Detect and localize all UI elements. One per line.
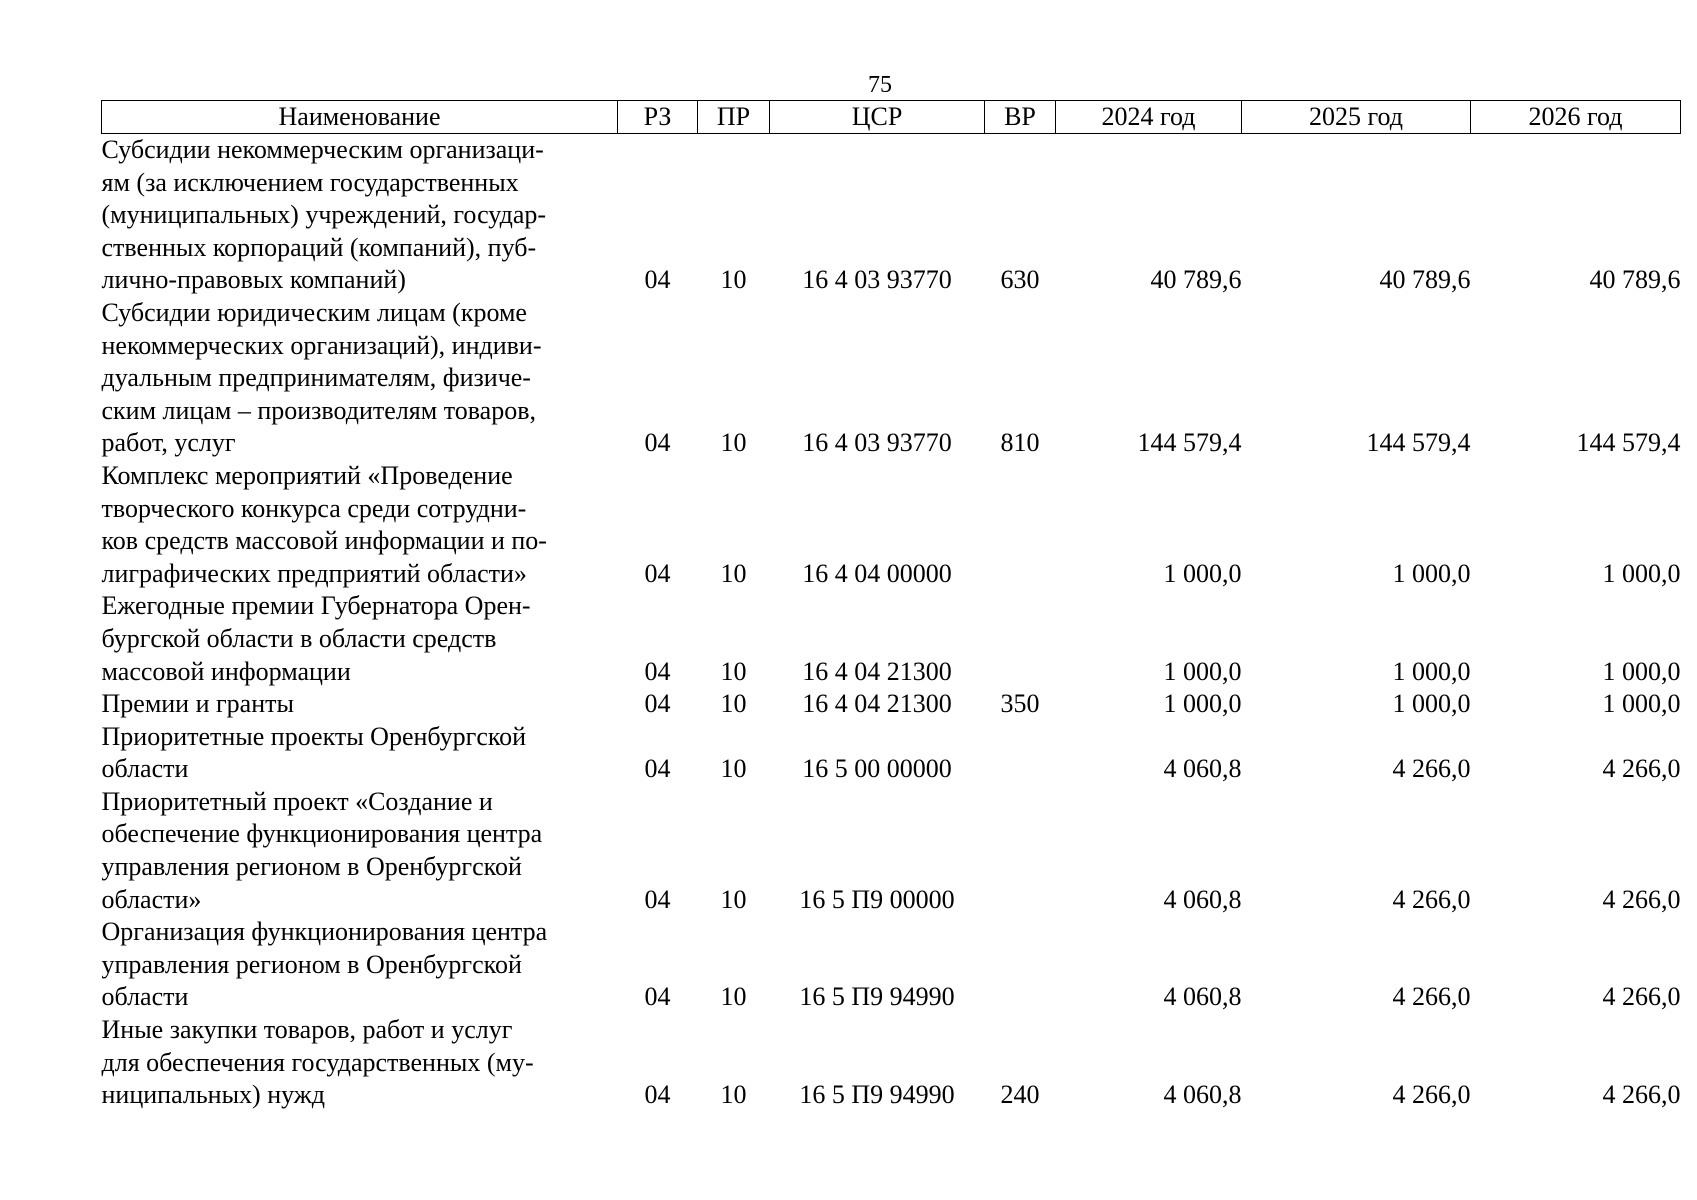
row-name-line: Приоритетные проекты Оренбургской bbox=[101, 721, 527, 751]
row-name bbox=[102, 460, 618, 590]
row-vr bbox=[985, 460, 1056, 590]
row-pr: 10 bbox=[720, 558, 747, 588]
row-name-line: управления регионом в Оренбургской bbox=[101, 852, 522, 882]
row-vr bbox=[985, 590, 1056, 688]
row-name-line: (муниципальных) учреждений, государ- bbox=[101, 200, 547, 230]
table-row bbox=[102, 590, 1681, 688]
row-name bbox=[102, 786, 618, 916]
row-name bbox=[102, 1014, 618, 1112]
row-name-line: области bbox=[101, 754, 189, 784]
row-2026: 1 000,0 bbox=[1602, 656, 1681, 686]
row-csr: 16 5 00 00000 bbox=[802, 754, 952, 784]
row-pr: 10 bbox=[720, 656, 747, 686]
row-2024: 1 000,0 bbox=[1163, 656, 1242, 686]
row-2025: 40 789,6 bbox=[1379, 265, 1471, 295]
row-2025: 4 266,0 bbox=[1392, 982, 1471, 1012]
row-csr: 16 4 04 21300 bbox=[802, 656, 952, 686]
row-vr: 240 bbox=[1000, 1080, 1040, 1110]
row-rz: 04 bbox=[644, 558, 671, 588]
row-name-line: области bbox=[101, 982, 189, 1012]
row-2026: 144 579,4 bbox=[1576, 428, 1681, 458]
row-vr bbox=[985, 786, 1056, 916]
row-2024: 40 789,6 bbox=[1150, 265, 1242, 295]
row-name bbox=[102, 721, 618, 786]
row-rz: 04 bbox=[644, 428, 671, 458]
table-row bbox=[102, 134, 1681, 297]
row-2024: 1 000,0 bbox=[1163, 689, 1242, 719]
row-2025: 1 000,0 bbox=[1392, 558, 1471, 588]
row-vr bbox=[985, 916, 1056, 1014]
table-header bbox=[102, 101, 1681, 134]
row-name-line: Субсидии некоммерческим организаци- bbox=[101, 135, 544, 164]
table-row bbox=[102, 916, 1681, 1014]
row-vr: 350 bbox=[1000, 689, 1040, 719]
row-name-line: работ, услуг bbox=[101, 428, 236, 458]
row-pr: 10 bbox=[720, 428, 747, 458]
row-name-line: лиграфических предприятий области» bbox=[101, 558, 527, 588]
row-vr bbox=[985, 721, 1056, 786]
header-2025: 2025 год bbox=[1242, 101, 1471, 134]
row-name bbox=[102, 916, 618, 1014]
row-pr: 10 bbox=[720, 689, 747, 719]
row-name-line: ям (за исключением государственных bbox=[101, 167, 519, 197]
row-name-line: ков средств массовой информации и по- bbox=[101, 526, 547, 556]
table-row bbox=[102, 297, 1681, 460]
table-row bbox=[102, 460, 1681, 590]
row-2025: 4 266,0 bbox=[1392, 1080, 1471, 1110]
row-name-line: Приоритетный проект «Создание и bbox=[101, 786, 493, 816]
row-2026: 40 789,6 bbox=[1589, 265, 1681, 295]
row-2025: 4 266,0 bbox=[1392, 884, 1471, 914]
row-2024: 4 060,8 bbox=[1163, 754, 1242, 784]
row-2024: 144 579,4 bbox=[1137, 428, 1242, 458]
row-rz: 04 bbox=[644, 982, 671, 1012]
row-name-line: некоммерческих организаций), индиви- bbox=[101, 330, 542, 360]
row-2024: 4 060,8 bbox=[1163, 884, 1242, 914]
row-name-line: Иные закупки товаров, работ и услуг bbox=[101, 1015, 513, 1045]
row-2025: 1 000,0 bbox=[1392, 689, 1471, 719]
header-2024: 2024 год bbox=[1056, 101, 1242, 134]
row-2026: 1 000,0 bbox=[1602, 558, 1681, 588]
table-row bbox=[102, 786, 1681, 916]
row-rz: 04 bbox=[644, 884, 671, 914]
row-name-line: ственных корпораций (компаний), пуб- bbox=[101, 232, 537, 262]
row-pr: 10 bbox=[720, 884, 747, 914]
row-name-line: ниципальных) нужд bbox=[101, 1080, 325, 1110]
row-rz: 04 bbox=[644, 1080, 671, 1110]
table-row bbox=[102, 688, 1681, 721]
row-csr: 16 4 04 00000 bbox=[802, 558, 952, 588]
row-name-line: Премии и гранты bbox=[101, 689, 294, 719]
row-name bbox=[102, 134, 618, 297]
row-csr: 16 5 П9 94990 bbox=[799, 1080, 955, 1110]
row-2026: 4 266,0 bbox=[1602, 884, 1681, 914]
row-name-line: Ежегодные премии Губернатора Орен- bbox=[101, 591, 531, 621]
row-csr: 16 4 04 21300 bbox=[802, 689, 952, 719]
row-csr: 16 4 03 93770 bbox=[802, 428, 952, 458]
table-row bbox=[102, 1014, 1681, 1112]
table-row bbox=[102, 721, 1681, 786]
row-name-line: ским лицам – производителям товаров, bbox=[101, 395, 536, 425]
row-2025: 144 579,4 bbox=[1366, 428, 1471, 458]
row-name-line: лично-правовых компаний) bbox=[101, 265, 406, 295]
row-2026: 4 266,0 bbox=[1602, 982, 1681, 1012]
table-body bbox=[102, 134, 1681, 1112]
row-2025: 4 266,0 bbox=[1392, 754, 1471, 784]
row-name-line: Комплекс мероприятий «Проведение bbox=[101, 460, 513, 490]
row-name-line: обеспечение функционирования центра bbox=[101, 819, 543, 849]
row-pr: 10 bbox=[720, 265, 747, 295]
header-2026: 2026 год bbox=[1471, 101, 1681, 134]
row-rz: 04 bbox=[644, 689, 671, 719]
header-pr: ПР bbox=[698, 101, 770, 134]
row-csr: 16 4 03 93770 bbox=[802, 265, 952, 295]
row-name-line: бургской области в области средств bbox=[101, 623, 497, 653]
row-name-line: массовой информации bbox=[101, 656, 351, 686]
row-csr: 16 5 П9 00000 bbox=[799, 884, 955, 914]
row-name-line: дуальным предпринимателям, физиче- bbox=[101, 363, 531, 393]
row-name bbox=[102, 688, 618, 721]
row-pr: 10 bbox=[720, 754, 747, 784]
row-rz: 04 bbox=[644, 265, 671, 295]
row-vr: 630 bbox=[1000, 265, 1040, 295]
row-2026: 4 266,0 bbox=[1602, 1080, 1681, 1110]
row-2025: 1 000,0 bbox=[1392, 656, 1471, 686]
row-name-line: Организация функционирования центра bbox=[101, 917, 548, 947]
row-name-line: Субсидии юридическим лицам (кроме bbox=[101, 297, 527, 327]
row-name-line: области» bbox=[101, 884, 202, 914]
row-pr: 10 bbox=[720, 982, 747, 1012]
header-rz: РЗ bbox=[618, 101, 698, 134]
row-2024: 4 060,8 bbox=[1163, 1080, 1242, 1110]
budget-table bbox=[101, 100, 1681, 1112]
row-csr: 16 5 П9 94990 bbox=[799, 982, 955, 1012]
header-vr: ВР bbox=[985, 101, 1056, 134]
row-2026: 4 266,0 bbox=[1602, 754, 1681, 784]
page-number: 75 bbox=[868, 72, 892, 98]
row-2024: 1 000,0 bbox=[1163, 558, 1242, 588]
row-pr: 10 bbox=[720, 1080, 747, 1110]
row-vr: 810 bbox=[1000, 428, 1040, 458]
header-csr: ЦСР bbox=[770, 101, 985, 134]
row-2026: 1 000,0 bbox=[1602, 689, 1681, 719]
header-row bbox=[102, 101, 1681, 134]
row-name-line: для обеспечения государственных (му- bbox=[101, 1047, 534, 1077]
row-rz: 04 bbox=[644, 656, 671, 686]
row-name bbox=[102, 590, 618, 688]
row-name-line: творческого конкурса среди сотрудни- bbox=[101, 493, 527, 523]
row-2024: 4 060,8 bbox=[1163, 982, 1242, 1012]
row-name bbox=[102, 297, 618, 460]
header-name: Наименование bbox=[102, 101, 618, 134]
row-name-line: управления регионом в Оренбургской bbox=[101, 949, 522, 979]
row-rz: 04 bbox=[644, 754, 671, 784]
